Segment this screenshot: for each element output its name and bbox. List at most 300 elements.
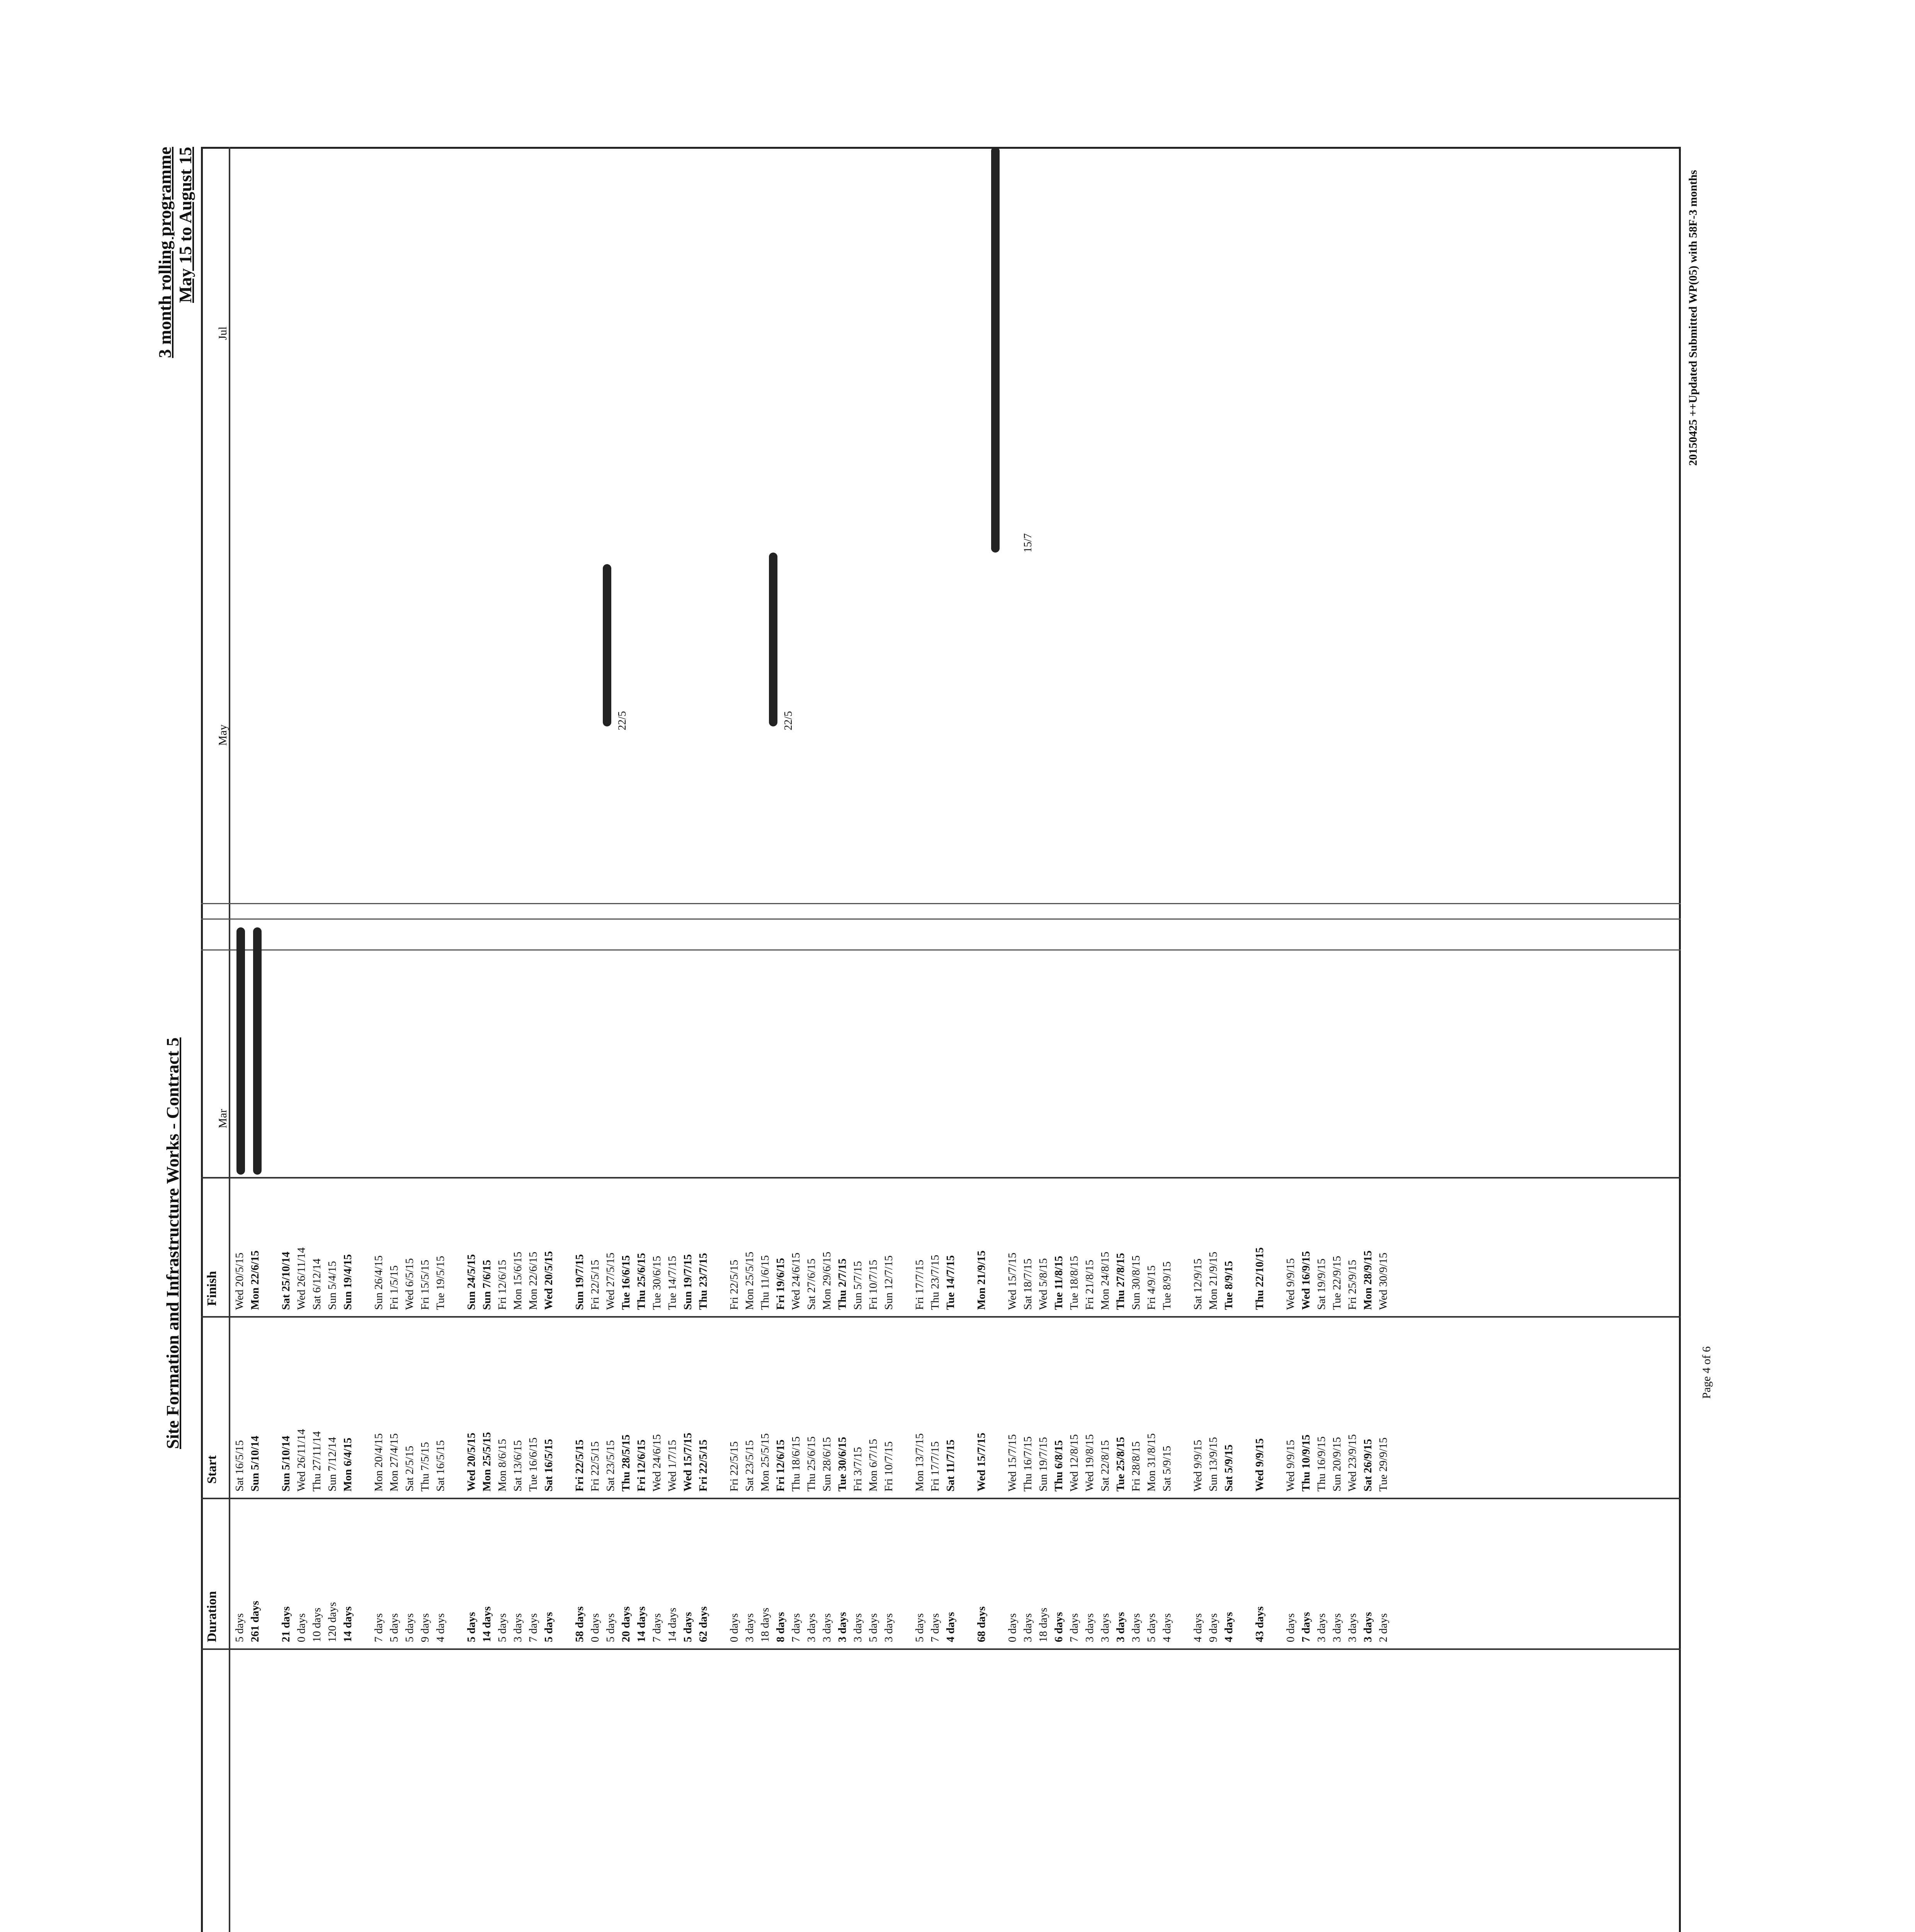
task-duration: 4 days [1161, 1613, 1173, 1642]
task-row [386, 1190, 402, 1932]
task-name [1099, 1723, 1112, 1932]
task-name [913, 1723, 926, 1932]
task-row [1128, 1190, 1144, 1932]
task-start: Mon 31/8/15 [1145, 1433, 1158, 1492]
programme-title [155, 147, 196, 358]
task-name [573, 1723, 586, 1932]
task-duration: 20 days [620, 1606, 632, 1642]
task-duration: 3 days [836, 1612, 849, 1642]
task-row [294, 1190, 309, 1932]
task-start: Thu 7/5/15 [419, 1442, 431, 1492]
task-finish: Sun 12/7/15 [883, 1255, 895, 1310]
task-row [1113, 1190, 1128, 1932]
task-duration: 14 days [635, 1606, 648, 1642]
task-row [464, 1190, 479, 1932]
task-finish: Sun 30/8/15 [1130, 1255, 1142, 1310]
task-row [742, 1190, 757, 1932]
task-duration: 9 days [1207, 1613, 1219, 1642]
milestone-612: 15/7 [1022, 533, 1034, 553]
task-finish: Fri 19/6/15 [774, 1258, 787, 1310]
task-finish: Sat 25/10/14 [280, 1252, 292, 1310]
col-start-header: Start [205, 1455, 219, 1484]
task-row [309, 1190, 325, 1932]
task-row [1221, 1190, 1236, 1932]
task-finish: Sun 24/5/15 [465, 1254, 478, 1310]
task-start: Fri 17/7/15 [929, 1441, 941, 1492]
task-duration: 5 days [496, 1613, 509, 1642]
task-row [526, 1190, 541, 1932]
task-duration: 14 days [666, 1607, 679, 1642]
task-start: Thu 27/11/14 [311, 1431, 323, 1492]
task-finish: Fri 25/9/15 [1346, 1260, 1359, 1310]
task-finish: Sun 5/7/15 [852, 1261, 864, 1310]
task-row [1066, 1190, 1082, 1932]
task-finish: Sat 18/7/15 [1022, 1259, 1034, 1310]
task-row [1345, 1190, 1360, 1932]
task-name [403, 1723, 416, 1932]
milestone-597: 22/5 [782, 711, 794, 730]
task-row [866, 1190, 881, 1932]
task-name [1331, 1723, 1344, 1932]
task-start: Wed 12/8/15 [1068, 1434, 1080, 1492]
task-row [649, 1190, 665, 1932]
task-start: Sun 28/6/15 [821, 1437, 833, 1492]
programme-name: 3 month rolling programme [155, 147, 175, 358]
task-duration: 3 days [743, 1613, 756, 1642]
task-duration: 3 days [1346, 1613, 1359, 1642]
gantt-bar-570 [236, 927, 245, 1175]
task-row [665, 1190, 680, 1932]
task-finish: Mon 28/9/15 [1362, 1250, 1374, 1310]
task-name [1037, 1723, 1050, 1932]
task-finish: Wed 30/9/15 [1377, 1252, 1389, 1310]
task-row [1020, 1190, 1036, 1932]
row-spacer [1175, 1190, 1190, 1932]
task-finish: Sun 26/4/15 [372, 1255, 385, 1310]
task-name [774, 1723, 787, 1932]
task-name [543, 1723, 555, 1932]
task-name [790, 1723, 803, 1932]
task-duration: 3 days [821, 1613, 833, 1642]
task-name [512, 1723, 524, 1932]
task-row [1298, 1190, 1314, 1932]
task-start: Fri 28/8/15 [1130, 1441, 1142, 1492]
task-finish: Tue 30/6/15 [651, 1256, 663, 1310]
task-start: Tue 25/8/15 [1114, 1437, 1127, 1492]
task-finish: Sat 19/9/15 [1315, 1259, 1328, 1310]
row-spacer [896, 1190, 912, 1932]
task-row [479, 1190, 495, 1932]
task-finish: Wed 6/5/15 [403, 1258, 416, 1310]
task-duration: 5 days [233, 1613, 246, 1642]
task-finish: Mon 21/9/15 [975, 1250, 988, 1310]
task-start: Thu 16/9/15 [1315, 1436, 1328, 1492]
task-row [1252, 1190, 1267, 1932]
task-row [402, 1190, 417, 1932]
task-finish: Wed 9/9/15 [1284, 1258, 1297, 1310]
task-row [587, 1190, 603, 1932]
task-finish: Tue 8/9/15 [1223, 1260, 1235, 1310]
task-name [1006, 1723, 1019, 1932]
task-name [326, 1723, 339, 1932]
task-row [232, 1190, 247, 1932]
task-finish: Thu 11/6/15 [759, 1255, 771, 1310]
task-start: Mon 20/4/15 [372, 1433, 385, 1492]
task-name [836, 1723, 849, 1932]
task-duration: 120 days [326, 1602, 338, 1642]
task-name [635, 1723, 648, 1932]
task-duration: 4 days [944, 1612, 957, 1642]
task-finish: Tue 18/8/15 [1068, 1256, 1080, 1310]
gantt-bar-588 [603, 564, 611, 726]
task-name [728, 1723, 741, 1932]
task-finish: Wed 26/11/14 [295, 1247, 308, 1310]
row-spacer [355, 1190, 371, 1932]
task-row [1159, 1190, 1175, 1932]
task-finish: Tue 16/6/15 [620, 1255, 632, 1310]
task-name [620, 1723, 633, 1932]
task-duration: 0 days [728, 1613, 740, 1642]
task-row [572, 1190, 587, 1932]
task-start: Wed 9/9/15 [1253, 1438, 1266, 1492]
task-name [682, 1723, 694, 1932]
task-start: Fri 10/7/15 [883, 1441, 895, 1492]
task-duration: 0 days [1006, 1613, 1019, 1642]
task-name [666, 1723, 679, 1932]
row-spacer [989, 1190, 1005, 1932]
task-finish: Fri 22/5/15 [589, 1260, 601, 1310]
task-name [929, 1723, 942, 1932]
task-finish: Fri 12/6/15 [496, 1260, 509, 1310]
task-duration: 3 days [512, 1613, 524, 1642]
task-finish: Sun 7/6/15 [481, 1260, 493, 1310]
task-start: Mon 25/5/15 [481, 1432, 493, 1492]
task-start: Wed 15/7/15 [682, 1432, 694, 1492]
task-name [1284, 1723, 1297, 1932]
task-duration: 7 days [527, 1613, 539, 1642]
task-name [697, 1723, 712, 1932]
task-start: Sat 22/8/15 [1099, 1440, 1111, 1492]
task-row [417, 1190, 433, 1932]
task-duration: 5 days [604, 1613, 617, 1642]
task-finish: Fri 15/5/15 [419, 1260, 431, 1310]
task-duration: 18 days [759, 1607, 771, 1642]
task-row [1097, 1190, 1113, 1932]
rotated-schedule-sheet [147, 147, 1770, 1932]
task-row [634, 1190, 649, 1932]
task-duration: 2 days [1377, 1613, 1389, 1642]
task-row [881, 1190, 896, 1932]
task-name [975, 1723, 988, 1932]
task-start: Sat 23/5/15 [743, 1440, 756, 1492]
task-duration: 5 days [682, 1612, 694, 1642]
task-duration: 7 days [1300, 1612, 1312, 1642]
task-row [1329, 1190, 1345, 1932]
task-start: Sun 5/10/14 [249, 1435, 261, 1492]
task-finish: Sun 19/7/15 [573, 1254, 586, 1310]
task-name [743, 1723, 756, 1932]
task-start: Thu 6/8/15 [1053, 1440, 1065, 1492]
task-finish: Sun 5/4/15 [326, 1261, 338, 1310]
timeline-marker [201, 918, 1681, 920]
task-start: Sat 5/9/15 [1161, 1446, 1173, 1492]
col-duration-header: Duration [205, 1591, 219, 1642]
task-row [680, 1190, 696, 1932]
task-row [510, 1190, 526, 1932]
task-finish: Wed 15/7/15 [1006, 1252, 1019, 1310]
task-name [1377, 1723, 1390, 1932]
task-row [278, 1190, 294, 1932]
task-row [495, 1190, 510, 1932]
row-spacer [448, 1190, 464, 1932]
task-start: Wed 19/8/15 [1083, 1434, 1096, 1492]
task-finish: Tue 19/5/15 [434, 1256, 447, 1310]
task-duration: 8 days [774, 1612, 787, 1642]
task-name [883, 1723, 895, 1932]
task-name [821, 1723, 833, 1932]
task-name [280, 1723, 293, 1932]
task-duration: 3 days [805, 1613, 818, 1642]
row-spacer [1267, 1190, 1283, 1932]
task-finish: Tue 11/8/15 [1053, 1256, 1065, 1310]
task-start: Mon 8/6/15 [496, 1439, 509, 1492]
task-row [541, 1190, 556, 1932]
task-duration: 58 days [573, 1606, 586, 1642]
task-name [1346, 1723, 1359, 1932]
task-duration: 7 days [929, 1613, 941, 1642]
task-finish: Mon 24/8/15 [1099, 1252, 1111, 1310]
task-duration: 18 days [1037, 1607, 1049, 1642]
task-duration: 3 days [1130, 1613, 1142, 1642]
task-duration: 10 days [311, 1607, 323, 1642]
task-row [340, 1190, 355, 1932]
task-start: Wed 15/7/15 [975, 1432, 988, 1492]
task-finish: Fri 1/5/15 [388, 1265, 400, 1310]
task-row [912, 1190, 927, 1932]
month-label: Mar [216, 1109, 229, 1128]
task-duration: 4 days [434, 1613, 447, 1642]
task-finish: Wed 5/8/15 [1037, 1258, 1049, 1310]
task-row [1144, 1190, 1159, 1932]
task-duration: 4 days [1223, 1612, 1235, 1642]
task-row [1190, 1190, 1206, 1932]
task-start: Mon 6/4/15 [342, 1437, 354, 1492]
task-name [589, 1723, 602, 1932]
task-row [618, 1190, 634, 1932]
task-duration: 4 days [1192, 1613, 1204, 1642]
task-name [944, 1723, 957, 1932]
task-duration: 3 days [1099, 1613, 1111, 1642]
task-row [1360, 1190, 1376, 1932]
task-duration: 7 days [790, 1613, 802, 1642]
task-start: Fri 3/7/15 [852, 1447, 864, 1492]
task-name [852, 1723, 864, 1932]
gantt-bar-611 [991, 147, 1000, 553]
task-start: Mon 25/5/15 [759, 1433, 771, 1492]
task-start: Mon 6/7/15 [867, 1439, 879, 1492]
task-start: Sun 7/12/14 [326, 1437, 338, 1492]
task-name [867, 1723, 880, 1932]
task-table [232, 1190, 1391, 1932]
task-name [388, 1723, 401, 1932]
task-row [371, 1190, 386, 1932]
task-duration: 0 days [1284, 1613, 1297, 1642]
task-name [295, 1723, 308, 1932]
task-duration: 7 days [372, 1613, 385, 1642]
task-start: Sat 16/5/15 [434, 1440, 447, 1492]
task-name [233, 1723, 246, 1932]
task-finish: Wed 20/5/15 [543, 1251, 555, 1310]
col-finish-header: Finish [205, 1271, 219, 1306]
task-name [1068, 1723, 1081, 1932]
task-row [696, 1190, 726, 1932]
task-duration: 0 days [295, 1613, 308, 1642]
task-start: Sun 20/9/15 [1331, 1437, 1343, 1492]
task-start: Wed 9/9/15 [1284, 1440, 1297, 1492]
task-row [835, 1190, 850, 1932]
task-row [927, 1190, 943, 1932]
task-row [603, 1190, 618, 1932]
task-start: Fri 12/6/15 [774, 1439, 787, 1492]
task-finish: Fri 10/7/15 [867, 1260, 879, 1310]
task-row [1376, 1190, 1391, 1932]
task-duration: 3 days [1114, 1612, 1127, 1642]
task-name [1253, 1723, 1266, 1932]
footer-note: 20150425 ++Updated Submitted WP(05) with 58F-3 months [1687, 170, 1699, 466]
task-finish: Mon 29/6/15 [821, 1252, 833, 1310]
task-row [788, 1190, 804, 1932]
gantt-bar-596 [769, 553, 777, 726]
task-finish: Sat 27/6/15 [805, 1259, 818, 1310]
task-row [1082, 1190, 1097, 1932]
task-finish: Mon 21/9/15 [1207, 1252, 1219, 1310]
task-name [1300, 1723, 1313, 1932]
task-finish: Wed 27/5/15 [604, 1252, 617, 1310]
task-start: Wed 24/6/15 [651, 1434, 663, 1492]
task-start: Sat 2/5/15 [403, 1446, 416, 1492]
task-duration: 261 days [249, 1600, 261, 1642]
task-row [850, 1190, 866, 1932]
task-row [773, 1190, 788, 1932]
task-finish: Sun 19/7/15 [682, 1254, 694, 1310]
task-duration: 5 days [543, 1612, 555, 1642]
task-start: Sat 11/7/15 [944, 1439, 957, 1492]
task-finish: Wed 24/6/15 [790, 1252, 802, 1310]
task-start: Wed 26/11/14 [295, 1429, 308, 1492]
footer-page: Page 4 of 6 [1700, 1346, 1713, 1399]
task-finish: Thu 23/7/15 [697, 1253, 709, 1310]
task-finish: Mon 15/6/15 [512, 1252, 524, 1310]
task-name [434, 1723, 447, 1932]
col-divider [201, 1177, 1681, 1179]
task-name [1114, 1723, 1127, 1932]
task-name [311, 1723, 323, 1932]
task-name [249, 1723, 264, 1932]
task-start: Thu 25/6/15 [805, 1436, 818, 1492]
task-row [726, 1190, 742, 1932]
task-name [342, 1723, 354, 1932]
task-name [496, 1723, 509, 1932]
task-duration: 6 days [1053, 1612, 1065, 1642]
task-start: Mon 13/7/15 [913, 1433, 926, 1492]
task-finish: Fri 22/5/15 [728, 1260, 740, 1310]
header-divider [229, 147, 230, 1932]
task-start: Thu 16/7/15 [1022, 1436, 1034, 1492]
task-start: Wed 15/7/15 [1006, 1434, 1019, 1492]
task-name [481, 1723, 493, 1932]
task-finish: Sat 12/9/15 [1192, 1259, 1204, 1310]
task-duration: 5 days [465, 1612, 478, 1642]
task-start: Tue 29/9/15 [1377, 1437, 1389, 1492]
row-spacer [958, 1190, 974, 1932]
task-duration: 3 days [1083, 1613, 1096, 1642]
task-name [1145, 1723, 1158, 1932]
task-name [372, 1723, 385, 1932]
task-duration: 9 days [419, 1613, 431, 1642]
task-row [943, 1190, 958, 1932]
task-start: Fri 22/5/15 [573, 1439, 586, 1492]
task-duration: 3 days [852, 1613, 864, 1642]
task-row [804, 1190, 819, 1932]
task-name [805, 1723, 818, 1932]
task-start: Fri 22/5/15 [728, 1441, 740, 1492]
task-start: Wed 20/5/15 [465, 1432, 478, 1492]
timeline-marker [201, 903, 1681, 904]
task-finish: Tue 8/9/15 [1161, 1261, 1173, 1310]
task-duration: 5 days [403, 1613, 416, 1642]
task-name [1207, 1723, 1220, 1932]
task-name [604, 1723, 617, 1932]
task-duration: 3 days [883, 1613, 895, 1642]
task-row [1206, 1190, 1221, 1932]
task-duration: 3 days [1315, 1613, 1328, 1642]
milestone-589: 22/5 [616, 711, 628, 730]
task-finish: Mon 22/6/15 [527, 1252, 539, 1310]
task-start: Thu 10/9/15 [1300, 1434, 1312, 1492]
task-finish: Fri 17/7/15 [913, 1260, 926, 1310]
task-start: Fri 22/5/15 [589, 1441, 601, 1492]
task-start: Sun 19/7/15 [1037, 1437, 1049, 1492]
task-row [1314, 1190, 1329, 1932]
task-name [1362, 1723, 1374, 1932]
task-start: Sat 16/5/15 [543, 1439, 555, 1492]
task-name [465, 1723, 478, 1932]
task-name [1053, 1723, 1065, 1932]
task-row [974, 1190, 989, 1932]
task-duration: 0 days [589, 1613, 601, 1642]
task-row [325, 1190, 340, 1932]
task-start: Sat 16/5/15 [233, 1440, 246, 1492]
task-duration: 5 days [867, 1613, 879, 1642]
task-duration: 3 days [1022, 1613, 1034, 1642]
task-duration: 5 days [913, 1613, 926, 1642]
task-finish: Thu 25/6/15 [635, 1253, 648, 1310]
task-start: Sat 5/9/15 [1223, 1444, 1235, 1492]
task-duration: 14 days [342, 1606, 354, 1642]
task-name [1223, 1723, 1235, 1932]
task-row [247, 1190, 278, 1932]
task-row [1051, 1190, 1066, 1932]
task-name [1161, 1723, 1173, 1932]
task-start: Wed 9/9/15 [1192, 1440, 1204, 1492]
task-name [1083, 1723, 1096, 1932]
task-name [1130, 1723, 1143, 1932]
task-duration: 62 days [697, 1606, 709, 1642]
task-duration: 3 days [1362, 1612, 1374, 1642]
task-finish: Thu 23/7/15 [929, 1255, 941, 1310]
task-finish: Thu 2/7/15 [836, 1259, 849, 1310]
row-spacer [556, 1190, 572, 1932]
